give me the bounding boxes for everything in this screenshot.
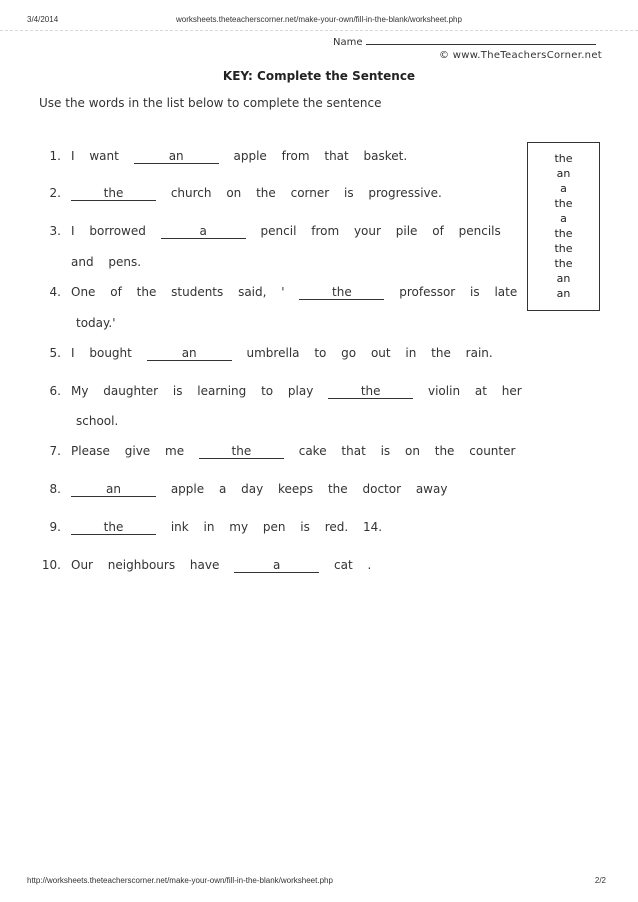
- question-after: ink in my pen is red. 14.: [170, 520, 383, 534]
- name-label: Name: [333, 37, 363, 48]
- word-list-item: an: [556, 287, 571, 300]
- copyright-notice: © www.TheTeachersCorner.net: [439, 50, 602, 61]
- question-before: I bought: [71, 346, 132, 360]
- question-before: Please give me: [71, 444, 185, 458]
- print-footer-url: http://worksheets.theteacherscorner.net/make-your-own/fill-in-the-blank/worksheet.php: [27, 876, 333, 885]
- answer-blank: an: [71, 483, 156, 497]
- word-list-box: [527, 142, 600, 311]
- word-list-item: the: [554, 152, 573, 165]
- question-after: umbrella to go out in the rain.: [246, 346, 493, 360]
- page-number: 2/2: [594, 876, 606, 885]
- question-before: Our neighbours have: [71, 558, 220, 572]
- question-number: 7.: [49, 444, 61, 458]
- question-text: [71, 444, 515, 459]
- question-text: [71, 149, 407, 164]
- question-number: 3.: [49, 224, 61, 238]
- page-title: KEY: Complete the Sentence: [222, 69, 416, 83]
- header-divider: [0, 30, 638, 31]
- question-after: professor is late: [399, 285, 518, 299]
- question-before: I borrowed: [71, 224, 146, 238]
- question-text: [71, 384, 522, 399]
- question-after: cat .: [334, 558, 372, 572]
- word-list-item: the: [554, 227, 573, 240]
- question-number: 9.: [49, 520, 61, 534]
- question-after: apple a day keeps the doctor away: [170, 482, 448, 496]
- print-header-url: worksheets.theteacherscorner.net/make-your-own/fill-in-the-blank/worksheet.php: [176, 15, 462, 24]
- question-after: church on the corner is progressive.: [170, 186, 442, 200]
- word-list-item: the: [554, 242, 573, 255]
- question-number: 1.: [49, 149, 61, 163]
- word-list-item: an: [556, 272, 571, 285]
- question-text: [71, 520, 382, 535]
- answer-blank: the: [328, 385, 413, 399]
- instructions: Use the words in the list below to complete the sentence: [39, 96, 382, 110]
- question-continuation: today.': [76, 316, 116, 330]
- question-text: [71, 224, 501, 239]
- question-number: 5.: [49, 346, 61, 360]
- question-number: 4.: [49, 285, 61, 299]
- question-after: cake that is on the counter: [298, 444, 516, 458]
- answer-blank: the: [199, 445, 284, 459]
- word-list-item: a: [560, 182, 567, 195]
- question-text: [71, 482, 447, 497]
- print-date: 3/4/2014: [27, 15, 59, 24]
- question-before: I want: [71, 149, 119, 163]
- name-blank-line: [366, 34, 596, 45]
- question-text: [71, 346, 493, 361]
- question-after: pencil from your pile of pencils: [260, 224, 501, 238]
- answer-blank: the: [71, 521, 156, 535]
- question-before: One of the students said, ': [71, 285, 285, 299]
- question-continuation: and pens.: [71, 255, 142, 269]
- answer-blank: the: [299, 286, 384, 300]
- question-text: [71, 558, 371, 573]
- answer-blank: an: [134, 150, 219, 164]
- question-number: 10.: [41, 558, 61, 572]
- question-continuation: school.: [76, 414, 119, 428]
- word-list-item: the: [554, 257, 573, 270]
- answer-blank: the: [71, 187, 156, 201]
- answer-blank: an: [147, 347, 232, 361]
- question-text: [71, 285, 517, 300]
- question-after: apple from that basket.: [233, 149, 408, 163]
- word-list-item: a: [560, 212, 567, 225]
- question-number: 2.: [49, 186, 61, 200]
- question-after: violin at her: [428, 384, 522, 398]
- question-number: 6.: [49, 384, 61, 398]
- word-list-item: an: [556, 167, 571, 180]
- answer-blank: a: [234, 559, 319, 573]
- name-field: [333, 34, 596, 48]
- question-before: My daughter is learning to play: [71, 384, 314, 398]
- answer-blank: a: [161, 225, 246, 239]
- question-number: 8.: [49, 482, 61, 496]
- question-text: [71, 186, 442, 201]
- word-list-item: the: [554, 197, 573, 210]
